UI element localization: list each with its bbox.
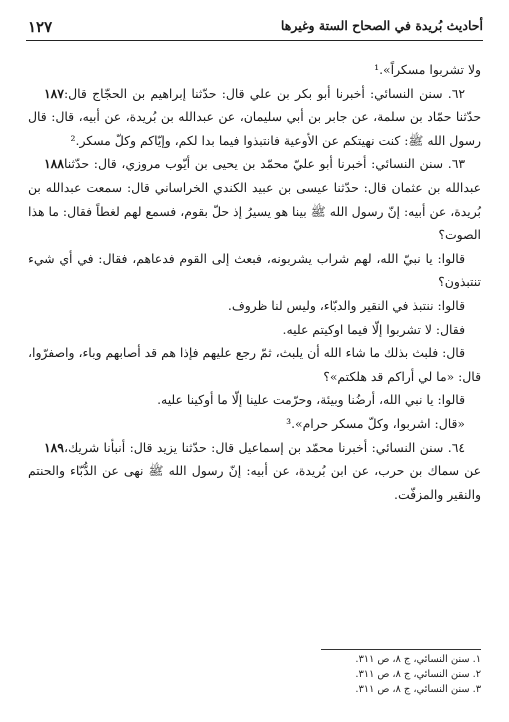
dialogue-line: قال: فلبث بذلك ما شاء الله أن يلبث، ثمّ رجع عليهم فإذا هم قد أصابهم وباء، واصفرّوا، قال: «ما لي أراكم قد هلكتم»؟ xyxy=(28,345,481,384)
footnotes xyxy=(181,652,481,697)
dialogue-line: فقال: لا تشربوا إلّا فيما اوكيتم عليه. xyxy=(282,321,465,337)
hadith-62 xyxy=(28,82,481,153)
reference-number: ١٨٩ xyxy=(44,439,64,455)
reference-number: ١٨٨ xyxy=(44,156,64,172)
running-header xyxy=(26,16,483,41)
dialogue-line: «قال: اشربوا، وكلّ مسكر حرام».³ xyxy=(286,415,465,431)
paragraph-continuation: ولا تشربوا مسكراً».¹ xyxy=(374,62,481,77)
main-text xyxy=(28,58,481,506)
page-number: ١٢٧ xyxy=(28,18,53,36)
hadith-64-text: ٦٤. سنن النسائي: أخبرنا محمّد بن إسماعيل قال: حدّثنا يزيد قال: أنبأنا شريك، عن سماك بن حرب، عن ابن بُريدة، عن أبيه: إنّ رسول الله ﷺ نهى عن الدُّبّاء والحنتم والنقير والمزفّت. xyxy=(28,439,481,502)
footnote: ٢. سنن النسائي، ج ٨، ص ٣١١. xyxy=(355,669,481,680)
hadith-63 xyxy=(28,152,481,246)
running-title: أحاديث بُريدة في الصحاح الستة وغيرها xyxy=(280,18,483,33)
footnote: ٣. سنن النسائي، ج ٨، ص ٣١١. xyxy=(355,684,481,695)
footnote: ١. سنن النسائي، ج ٨، ص ٣١١. xyxy=(355,654,481,665)
hadith-64 xyxy=(28,436,481,507)
footnote-divider xyxy=(321,649,481,650)
hadith-63-text: ٦٣. سنن النسائي: أخبرنا أبو عليّ محمّد بن يحيى بن أيّوب مروزي، قال: حدّثنا عبدالله بن عثمان قال: حدّثنا عيسى بن عبيد الكندي الخراساني قال: سمعت عبدالله بن بُريدة، عن أبيه: إنّ رسول الله ﷺ بينا هو يسيرُ إذ حلّ بقوم، فسمع لهم لغطاً فقال: ما هذا الصوت؟ xyxy=(28,156,481,243)
reference-number: ١٨٧ xyxy=(44,85,64,101)
dialogue-line: قالوا: ننتبذ في النقير والدبّاء، وليس لنا ظروف. xyxy=(227,297,465,313)
dialogue-line: قالوا: يا نبيّ الله، لهم شراب يشربونه، فبعث إلى القوم فدعاهم، فقال: في أي شيء تنتبذون؟ xyxy=(28,250,481,290)
dialogue-line: قالوا: يا نبي الله، أرضُنا وبيئة، وحرّمت علينا إلّا ما أوكينا عليه. xyxy=(157,392,465,408)
hadith-62-text: ٦٢. سنن النسائي: أخبرنا أبو بكر بن علي قال: حدّثنا إبراهيم بن الحجّاج قال: حدّثنا حمّاد بن سلمة، عن جابر بن أبي سليمان، عن عبدالله بن بُريدة، عن أبيه، قال: قال رسول الله ﷺ: كنت نهيتكم عن الأوعية فانتبذوا فيما بدا لكم، وإيّاكم وكلّ مسكر.² xyxy=(28,85,481,148)
